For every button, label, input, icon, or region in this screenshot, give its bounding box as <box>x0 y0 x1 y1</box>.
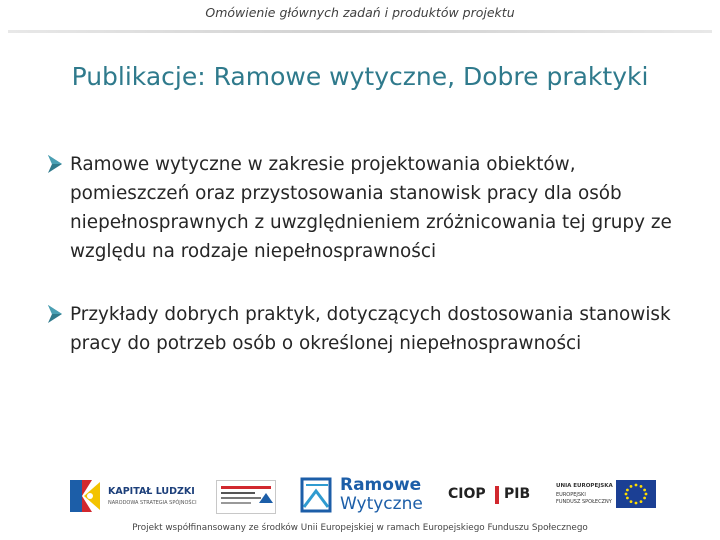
partner-logo <box>216 480 276 514</box>
arrow-bullet-icon <box>46 302 64 326</box>
kapital-ludzki-name: KAPITAŁ LUDZKI <box>108 486 195 497</box>
kapital-ludzki-logo <box>70 474 198 518</box>
ramowe-wytyczne-icon <box>300 477 334 515</box>
header-divider <box>8 30 712 33</box>
bullet-list <box>46 150 696 358</box>
ramowe-logo-line1: Ramowe <box>340 475 422 495</box>
eu-line2: EUROPEJSKI <box>556 492 586 498</box>
ciop-separator-icon <box>492 486 502 504</box>
bullet-text: Ramowe wytyczne w zakresie projektowania obiektów, pomieszczeń oraz przystosowania stanowisk pracy dla osób niepełnosprawnych z uwzględnieniem zróżnicowania tej grupy ze względu na rodzaje niepełnosprawności <box>70 154 672 262</box>
slide-title: Publikacje: Ramowe wytyczne, Dobre praktyki <box>71 62 649 91</box>
eu-logo <box>556 480 666 516</box>
eu-line3: FUNDUSZ SPOŁECZNY <box>556 499 612 505</box>
arrow-bullet-icon <box>46 152 64 176</box>
footer-note: Projekt współfinansowany ze środków Unii Europejskiej w ramach Europejskiego Funduszu Społecznego <box>132 523 588 533</box>
ciop-text: CIOP <box>448 486 486 502</box>
eu-flag-icon <box>616 480 656 508</box>
bullet-item <box>46 150 696 266</box>
kapital-ludzki-subtitle: NARODOWA STRATEGIA SPÓJNOŚCI <box>108 500 197 506</box>
ciop-pib-logo <box>448 486 538 508</box>
logo-strip <box>62 474 662 518</box>
slide-header: Omówienie głównych zadań i produktów projektu <box>205 5 515 20</box>
kapital-ludzki-icon <box>70 476 104 516</box>
bullet-text: Przykłady dobrych praktyk, dotyczących dostosowania stanowisk pracy do potrzeb osób o określonej niepełnosprawności <box>70 304 671 354</box>
ramowe-wytyczne-logo <box>300 474 426 518</box>
ramowe-logo-line2: Wytyczne <box>340 494 423 514</box>
bullet-item <box>46 300 696 358</box>
pib-text: PIB <box>504 486 531 502</box>
eu-line1: UNIA EUROPEJSKA <box>556 483 613 489</box>
